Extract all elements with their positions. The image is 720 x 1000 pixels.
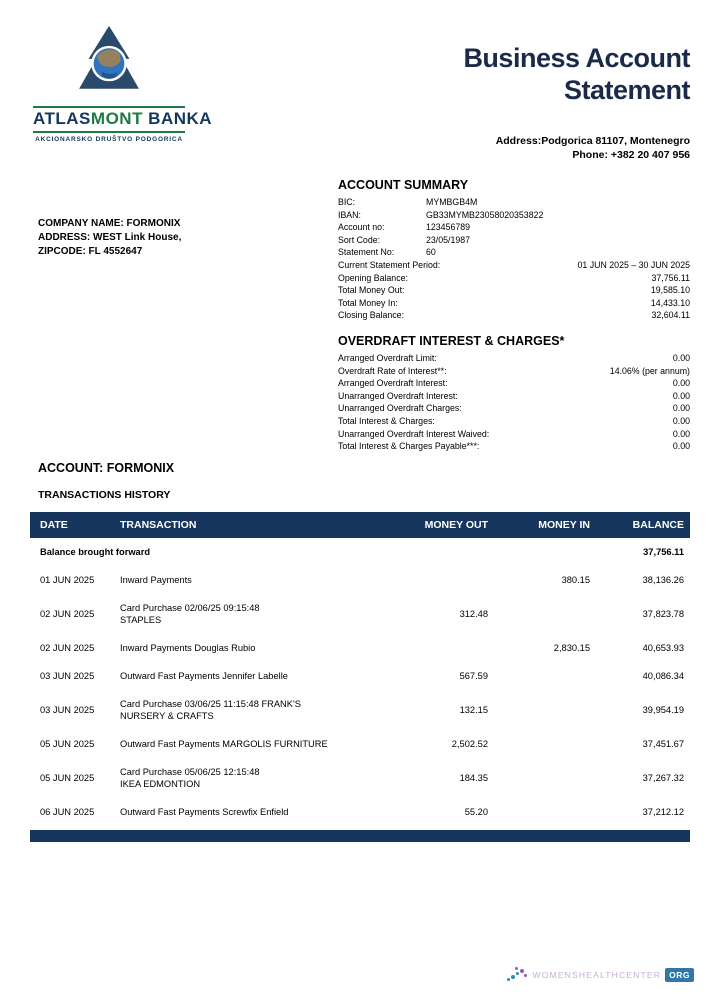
table-row: [30, 662, 690, 690]
cell-money-out: 567.59: [459, 671, 488, 681]
summary-field-account-no: [338, 221, 690, 234]
cell-description: [120, 642, 402, 654]
brand-subtitle: AKCIONARSKO DRUŠTVO PODGORICA: [35, 136, 183, 143]
company-zipcode: ZIPCODE: FL 4552647: [38, 246, 143, 257]
field-value: 32,604.11: [651, 310, 690, 321]
cell-date: 03 JUN 2025: [40, 671, 95, 681]
field-value: 123456789: [426, 222, 471, 233]
description-line1: Outward Fast Payments Jennifer Labelle: [120, 671, 288, 681]
bank-logo-icon: [50, 20, 168, 104]
col-header-money-out: MONEY OUT: [424, 519, 488, 531]
table-footer-bar: [30, 830, 690, 842]
company-info: [38, 217, 181, 259]
cell-description: [120, 806, 402, 818]
field-value: MYMBGB4M: [426, 197, 478, 207]
overdraft-heading: OVERDRAFT INTEREST & CHARGES*: [338, 334, 565, 348]
company-name: COMPANY NAME: FORMONIX: [38, 218, 181, 229]
field-label: Arranged Overdraft Limit:: [338, 353, 437, 363]
table-row: [30, 594, 690, 634]
description-line1: Outward Fast Payments MARGOLIS FURNITURE: [120, 739, 328, 749]
cell-balance: 38,136.26: [642, 575, 684, 585]
table-row: [30, 566, 690, 594]
brand-name-atlas: ATLAS: [33, 109, 91, 128]
field-label: Unarranged Overdraft Charges:: [338, 403, 462, 414]
field-label: Total Interest & Charges Payable***:: [338, 441, 480, 452]
field-label: IBAN:: [338, 209, 361, 220]
cell-money-out: 2,502.52: [451, 739, 488, 749]
overdraft-row-limit: [338, 352, 690, 365]
field-value: 37,756.11: [651, 272, 690, 283]
brand-name-banka: BANKA: [142, 109, 213, 128]
watermark-dots-icon: [506, 966, 528, 984]
cell-balance: 39,954.19: [642, 705, 684, 715]
site-watermark: [506, 966, 694, 984]
table-row: [30, 634, 690, 662]
field-label: Sort Code:: [338, 234, 381, 245]
field-label: Account no:: [338, 222, 385, 233]
cell-date: 05 JUN 2025: [40, 739, 95, 749]
cell-date: 02 JUN 2025: [40, 609, 95, 619]
field-label: Overdraft Rate of Interest**:: [338, 365, 447, 376]
summary-total-money-in: [338, 297, 690, 310]
bank-phone: Phone: +382 20 407 956: [572, 149, 690, 161]
overdraft-row-unarranged-charges: [338, 402, 690, 415]
summary-total-period: [338, 259, 690, 272]
cell-description: [120, 670, 402, 682]
cell-date: 01 JUN 2025: [40, 575, 95, 585]
description-line2: STAPLES: [120, 615, 162, 625]
field-label: Total Money In:: [338, 297, 398, 308]
account-heading: ACCOUNT: FORMONIX: [38, 461, 175, 475]
field-value: GB33MYMB23058020353822: [426, 209, 544, 220]
brand-name: [33, 109, 212, 128]
field-value: 0.00: [672, 428, 690, 439]
table-row: [30, 758, 690, 798]
cell-description: [120, 574, 402, 586]
summary-total-money-out: [338, 284, 690, 297]
summary-total-opening: [338, 272, 690, 285]
overdraft-section: [338, 334, 690, 453]
overdraft-row-rate: [338, 365, 690, 378]
description-line1: Outward Fast Payments Screwfix Enfield: [120, 807, 289, 817]
cell-date: 03 JUN 2025: [40, 705, 95, 715]
overdraft-row-payable: [338, 440, 690, 453]
field-value: 0.00: [672, 353, 690, 363]
field-label: Total Interest & Charges:: [338, 415, 435, 426]
company-address: ADDRESS: WEST Link House,: [38, 232, 182, 243]
field-value: 14.06% (per annum): [609, 365, 690, 376]
field-label: Total Money Out:: [338, 285, 405, 296]
field-value: 60: [426, 247, 436, 258]
cell-money-in: 2,830.15: [553, 643, 590, 653]
summary-total-closing: [338, 309, 690, 322]
brand-name-block: [33, 106, 213, 133]
table-row: [30, 690, 690, 730]
watermark-badge: ORG: [665, 968, 694, 982]
cell-description: [120, 698, 402, 722]
description-line1: Card Purchase 05/06/25 12:15:48: [120, 767, 260, 777]
cell-money-out: 55.20: [464, 807, 488, 817]
field-label: Unarranged Overdraft Interest:: [338, 390, 458, 401]
cell-description: [120, 602, 402, 626]
cell-balance: 37,756.11: [643, 547, 684, 557]
cell-money-out: 184.35: [459, 773, 488, 783]
field-label: Statement No:: [338, 247, 395, 258]
document-title-line2: Statement: [563, 75, 690, 105]
field-label: Opening Balance:: [338, 272, 408, 283]
summary-field-statement-no: [338, 246, 690, 259]
table-row-opening: [30, 538, 690, 566]
transactions-heading: TRANSACTIONS HISTORY: [38, 489, 171, 501]
cell-balance: 37,823.78: [642, 609, 684, 619]
overdraft-row-total-charges: [338, 415, 690, 428]
field-label: Arranged Overdraft Interest:: [338, 378, 448, 389]
description-line1: Card Purchase 02/06/25 09:15:48: [120, 603, 260, 613]
account-summary-heading: ACCOUNT SUMMARY: [338, 178, 469, 192]
bank-address: Address:Podgorica 81107, Montenegro: [495, 135, 690, 147]
field-label: Current Statement Period:: [338, 259, 441, 270]
cell-balance: 37,267.32: [642, 773, 684, 783]
description-line1: Inward Payments: [120, 575, 192, 585]
field-label: Closing Balance:: [338, 310, 405, 321]
table-row: [30, 730, 690, 758]
field-value: 0.00: [672, 441, 690, 452]
field-value: 14,433.10: [650, 297, 690, 308]
overdraft-row-unarranged-interest: [338, 390, 690, 403]
table-row: [30, 798, 690, 826]
overdraft-row-waived: [338, 428, 690, 441]
cell-balance: 40,086.34: [642, 671, 684, 681]
cell-date: 06 JUN 2025: [40, 807, 95, 817]
col-header-money-in: MONEY IN: [538, 519, 590, 531]
summary-field-iban: [338, 209, 690, 222]
col-header-balance: BALANCE: [632, 519, 684, 531]
overdraft-row-arranged-interest: [338, 377, 690, 390]
cell-date: 02 JUN 2025: [40, 643, 95, 653]
bank-logo: [33, 20, 213, 143]
opening-label: Balance brought forward: [40, 547, 151, 557]
field-label: BIC:: [338, 197, 356, 207]
col-header-date: DATE: [40, 519, 68, 531]
description-line1: Card Purchase 03/06/25 11:15:48 FRANK'S: [120, 699, 301, 709]
summary-field-bic: [338, 196, 690, 209]
cell-balance: 40,653.93: [642, 643, 684, 653]
col-header-transaction: TRANSACTION: [120, 519, 197, 531]
field-label: Unarranged Overdraft Interest Waived:: [338, 428, 490, 439]
cell-description: [120, 738, 402, 750]
description-line2: NURSERY & CRAFTS: [120, 711, 214, 721]
cell-money-out: 312.48: [459, 609, 488, 619]
field-value: 0.00: [672, 403, 690, 414]
field-value: 23/05/1987: [426, 234, 471, 245]
field-value: 19,585.10: [650, 285, 690, 296]
transactions-table: [30, 512, 690, 842]
document-title: [463, 42, 690, 106]
cell-money-out: 132.15: [459, 705, 488, 715]
account-summary: [338, 178, 690, 322]
summary-field-sort-code: [338, 234, 690, 247]
cell-money-in: 380.15: [561, 575, 590, 585]
cell-balance: 37,451.67: [642, 739, 684, 749]
transactions-table-header: [30, 512, 690, 538]
document-title-line1: Business Account: [463, 43, 690, 73]
watermark-text: WOMENSHEALTHCENTER: [532, 970, 662, 980]
field-value: 0.00: [672, 415, 690, 426]
field-value: 0.00: [672, 378, 690, 389]
field-value: 01 JUN 2025 – 30 JUN 2025: [577, 259, 690, 270]
brand-name-mont: MONT: [90, 109, 143, 128]
cell-date: 05 JUN 2025: [40, 773, 95, 783]
bank-contact: [496, 134, 690, 162]
description-line1: Inward Payments Douglas Rubio: [120, 643, 256, 653]
cell-balance: 37,212.12: [642, 807, 684, 817]
description-line2: IKEA EDMONTION: [120, 779, 201, 789]
field-value: 0.00: [672, 390, 690, 401]
cell-description: [120, 766, 402, 790]
